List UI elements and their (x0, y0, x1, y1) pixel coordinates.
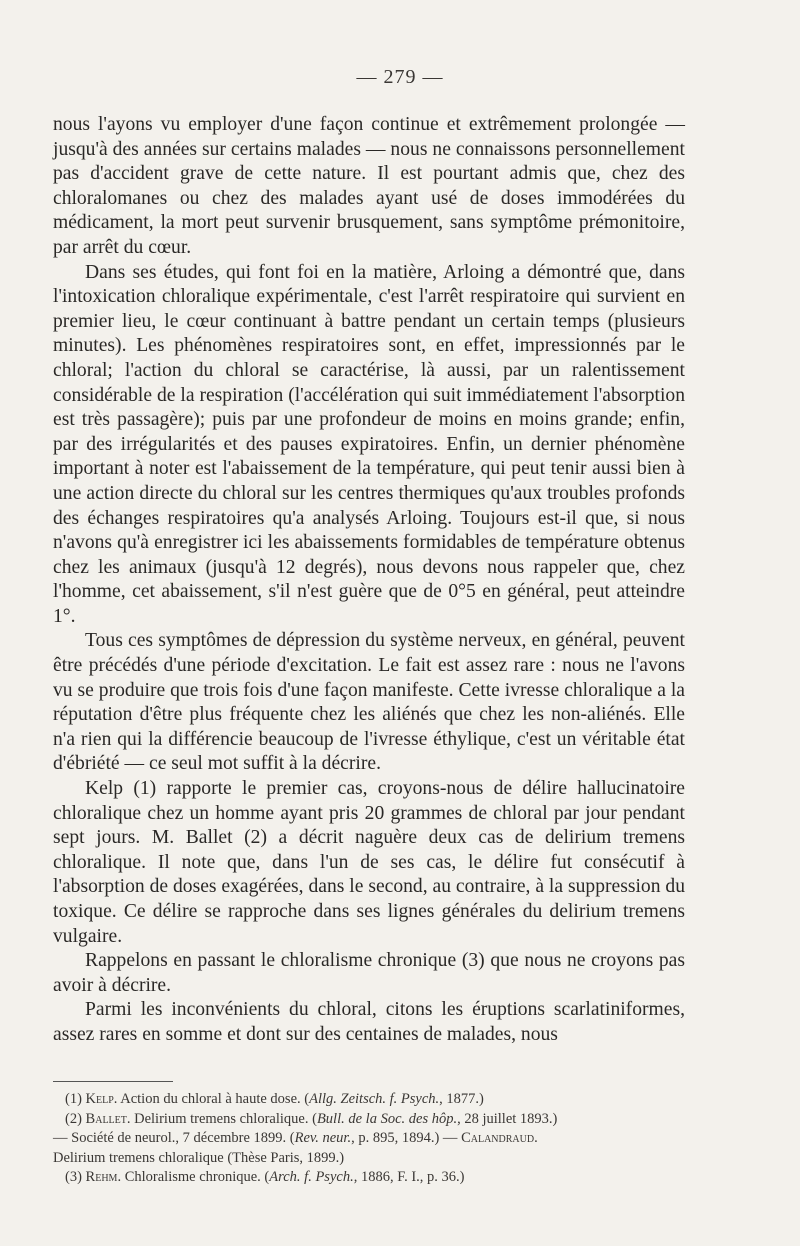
footnote-2-cont-source: Rev. neur. (294, 1130, 352, 1147)
footnote-2 (53, 1110, 685, 1130)
footnote-2-cont-c: . (534, 1130, 538, 1147)
footnote-3-number: (3) (65, 1169, 82, 1186)
footnotes (53, 1090, 685, 1188)
footnote-2-number: (2) (65, 1110, 82, 1127)
footnote-2-end: , 28 juillet 1893.) (457, 1110, 558, 1127)
paragraph-5: Rappelons en passant le chloralisme chronique (3) que nous ne croyons pas avoir à décrire. (53, 950, 685, 996)
footnote-2-continuation (53, 1129, 685, 1149)
footnote-1 (53, 1090, 685, 1110)
paragraph-1: nous l'ayons vu employer d'une façon continue et extrêmement prolongée — jusqu'à des années sur certains malades — nous ne connaissons personnellement pas d'accident grave de cette nature. Il est pourtant admis que, chez des chloralomanes ou chez des malades ayant usé de doses immodérées du médicament, la mort peut survenir brusquement, sans symptôme prémonitoire, par arrêt du cœur. (53, 114, 685, 258)
footnote-2-continuation-2: Delirium tremens chloralique (Thèse Paris, 1899.) (53, 1149, 345, 1166)
footnote-2-cont-b: , p. 895, 1894.) — (351, 1130, 462, 1147)
footnote-1-end: , 1877.) (439, 1091, 484, 1107)
paragraph-2: Dans ses études, qui font foi en la matière, Arloing a démontré que, dans l'intoxication chloralique expérimentale, c'est l'arrêt respiratoire qui survient en premier lieu, le cœur continuant à battre pendant un certain temps (plusieurs minutes). Les phénomènes respiratoires sont, en effet, impressionnés par le chloral; l'action du chloral se caractérise, là aussi, par un ralentissement considérable de la respiration (l'accélération qui suit immédiatement l'absorption est très passagère); puis par une profondeur de moins en moins grande; enfin, par des irrégularités et des pauses expiratoires. Enfin, un dernier phénomène important à noter est l'abaissement de la température, qui peut tenir aussi bien à une action directe du chloral sur les centres thermiques qu'aux troubles profonds des échanges respiratoires qu'a analysés Arloing. Toujours est-il que, si nous n'avons qu'à enregistrer ici les abaissements formidables de température obtenus chez les animaux (jusqu'à 12 degrés), nous devons nous rappeler que, chez l'homme, cet abaissement, s'il n'est guère que de 0°5 en général, peut atteindre 1°. (53, 261, 685, 627)
paragraph-4: Kelp (1) rapporte le premier cas, croyons-nous de délire hallucinatoire chloralique chez un homme ayant pris 20 grammes de chloral par jour pendant sept jours. M. Ballet (2) a décrit naguère deux cas de delirium tremens chloralique. Il note que, dans l'un de ses cas, le délire fut consécutif à l'absorption de doses exagérées, dans le second, au contraire, à la suppression du toxique. Ce délire se rapproche dans ses lignes générales du delirium tremens vulgaire. (53, 778, 685, 947)
footnote-2-source: Bull. de la Soc. des hôp. (316, 1110, 458, 1127)
footnote-1-number: (1) (65, 1091, 82, 1107)
page-number: — 279 — (356, 66, 444, 88)
body-text (53, 113, 685, 1048)
paragraph-3: Tous ces symptômes de dépression du système nerveux, en général, peuvent être précédés d'une période d'excitation. Le fait est assez rare : nous ne l'avons vu se produire que trois fois d'une façon manifeste. Cette ivresse chloralique a la réputation d'être plus fréquente chez les aliénés que chez les non-aliénés. Elle n'a rien qui la différencie beaucoup de l'ivresse éthylique, c'est un véritable état d'ébriété — ce seul mot suffit à la décrire. (53, 630, 685, 775)
footnote-3-text: . Chloralisme chronique. ( (117, 1169, 270, 1186)
footnote-3-end: , 1886, F. I., p. 36.) (353, 1169, 465, 1186)
footnote-3 (53, 1168, 685, 1188)
footnote-2-author: Ballet (85, 1110, 127, 1127)
footnote-3-source: Arch. f. Psych. (269, 1169, 354, 1186)
paragraph-6: Parmi les inconvénients du chloral, citons les éruptions scarlatiniformes, assez rares en somme et dont sur des centaines de malades, nous (53, 999, 685, 1045)
footnote-1-text: . Action du chloral à haute dose. ( (113, 1091, 310, 1107)
footnote-1-source: Allg. Zeitsch. f. Psych. (309, 1091, 440, 1107)
footnote-2-text: . Delirium tremens chloralique. ( (126, 1110, 317, 1127)
footnote-rule (53, 1081, 173, 1082)
footnote-2-cont-a: — Société de neurol., 7 décembre 1899. ( (53, 1130, 295, 1147)
footnote-1-author: Kelp (85, 1091, 114, 1107)
footnote-2-cont-author: Calandraud (461, 1130, 535, 1147)
footnote-3-author: Rehm (85, 1169, 118, 1186)
